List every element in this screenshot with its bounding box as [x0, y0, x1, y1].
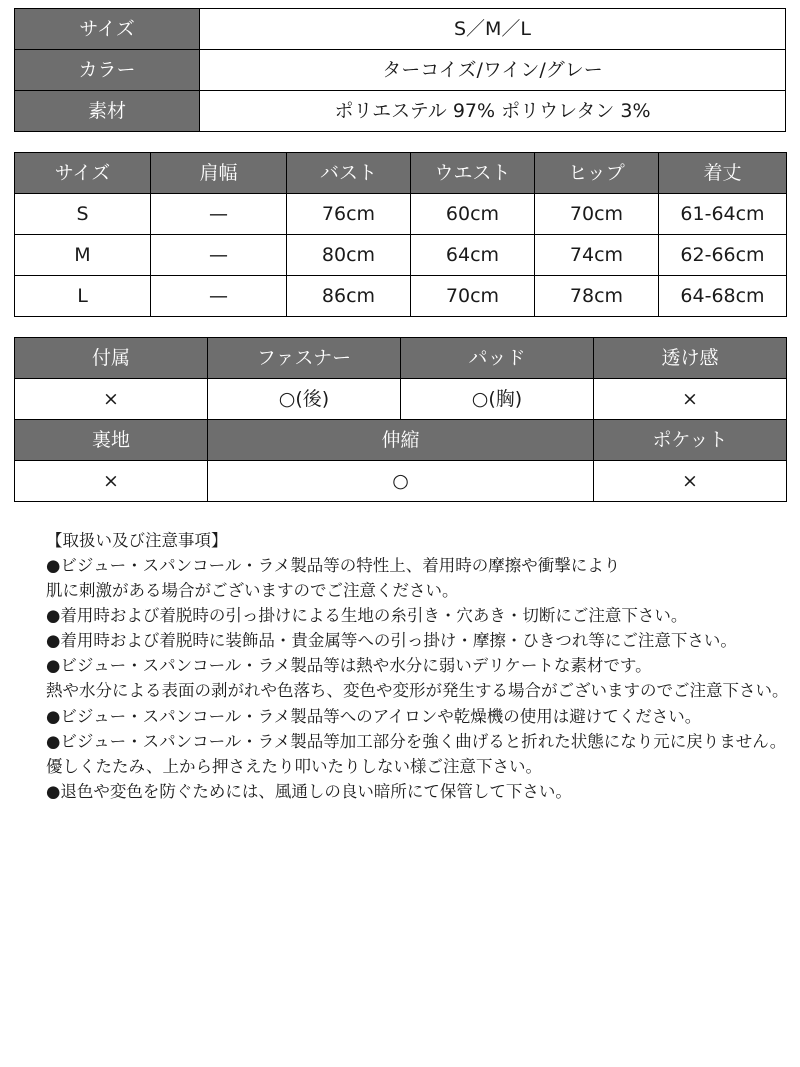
table-row	[15, 50, 786, 91]
size-cell: —	[151, 194, 287, 235]
size-cell: M	[15, 235, 151, 276]
care-notes	[14, 528, 789, 804]
care-note-line: 優しくたたみ、上から押さえたり叩いたりしない様ご注意下さい。	[46, 756, 542, 776]
care-note-line: ●ビジュー・スパンコール・ラメ製品等加工部分を強く曲げると折れた状態になり元に戻りません。	[46, 731, 787, 751]
detail-value-lining: ×	[15, 461, 208, 502]
size-cell: 62-66cm	[659, 235, 787, 276]
size-header-size: サイズ	[15, 153, 151, 194]
size-cell: 78cm	[535, 276, 659, 317]
size-cell: 60cm	[411, 194, 535, 235]
detail-header-stretch: 伸縮	[208, 420, 594, 461]
size-cell: 86cm	[287, 276, 411, 317]
detail-value-accessory: ×	[15, 379, 208, 420]
detail-value-sheerness: ×	[594, 379, 787, 420]
table-header-row	[15, 420, 787, 461]
detail-header-accessory: 付属	[15, 338, 208, 379]
size-cell: 70cm	[411, 276, 535, 317]
detail-table	[14, 337, 787, 502]
detail-value-pad: ○(胸)	[401, 379, 594, 420]
table-row	[15, 276, 787, 317]
size-cell: S	[15, 194, 151, 235]
size-cell: 64cm	[411, 235, 535, 276]
table-row	[15, 91, 786, 132]
care-note-line: ●ビジュー・スパンコール・ラメ製品等へのアイロンや乾燥機の使用は避けてください。	[46, 706, 702, 726]
spec-label-color: カラー	[15, 50, 200, 91]
size-header-shoulder: 肩幅	[151, 153, 287, 194]
spec-table	[14, 8, 786, 132]
table-row	[15, 9, 786, 50]
size-cell: —	[151, 235, 287, 276]
table-header-row	[15, 153, 787, 194]
size-table	[14, 152, 787, 317]
size-cell: 76cm	[287, 194, 411, 235]
table-row	[15, 235, 787, 276]
size-cell: 74cm	[535, 235, 659, 276]
detail-header-pad: パッド	[401, 338, 594, 379]
care-note-line: ●退色や変色を防ぐためには、風通しの良い暗所にて保管して下さい。	[46, 781, 572, 801]
detail-value-stretch: ○	[208, 461, 594, 502]
size-header-hip: ヒップ	[535, 153, 659, 194]
care-note-line: ●ビジュー・スパンコール・ラメ製品等は熱や水分に弱いデリケートな素材です。	[46, 656, 652, 676]
size-header-bust: バスト	[287, 153, 411, 194]
care-notes-title: 【取扱い及び注意事項】	[46, 531, 228, 550]
care-note-line: ●着用時および着脱時の引っ掛けによる生地の糸引き・穴あき・切断にご注意下さい。	[46, 606, 688, 626]
size-header-length: 着丈	[659, 153, 787, 194]
detail-header-zipper: ファスナー	[208, 338, 401, 379]
table-row	[15, 461, 787, 502]
care-note-line: ●ビジュー・スパンコール・ラメ製品等の特性上、着用時の摩擦や衝撃により	[46, 556, 621, 576]
spec-label-material: 素材	[15, 91, 200, 132]
table-header-row	[15, 338, 787, 379]
care-note-line: 熱や水分による表面の剥がれや色落ち、変色や変形が発生する場合がございますのでご注意下さい。	[46, 681, 789, 701]
size-header-waist: ウエスト	[411, 153, 535, 194]
detail-header-pocket: ポケット	[594, 420, 787, 461]
spec-label-size: サイズ	[15, 9, 200, 50]
spec-value-material: ポリエステル 97% ポリウレタン 3%	[200, 91, 786, 132]
care-note-line: 肌に刺激がある場合がございますのでご注意ください。	[46, 581, 459, 601]
spec-value-color: ターコイズ/ワイン/グレー	[200, 50, 786, 91]
spec-value-size: S／M／L	[200, 9, 786, 50]
size-cell: 80cm	[287, 235, 411, 276]
table-row	[15, 194, 787, 235]
detail-header-lining: 裏地	[15, 420, 208, 461]
size-cell: —	[151, 276, 287, 317]
detail-value-zipper: ○(後)	[208, 379, 401, 420]
detail-value-pocket: ×	[594, 461, 787, 502]
size-cell: 61-64cm	[659, 194, 787, 235]
size-cell: 64-68cm	[659, 276, 787, 317]
size-cell: L	[15, 276, 151, 317]
table-row	[15, 379, 787, 420]
size-cell: 70cm	[535, 194, 659, 235]
detail-header-sheerness: 透け感	[594, 338, 787, 379]
care-note-line: ●着用時および着脱時に装飾品・貴金属等への引っ掛け・摩擦・ひきつれ等にご注意下さい。	[46, 631, 737, 651]
